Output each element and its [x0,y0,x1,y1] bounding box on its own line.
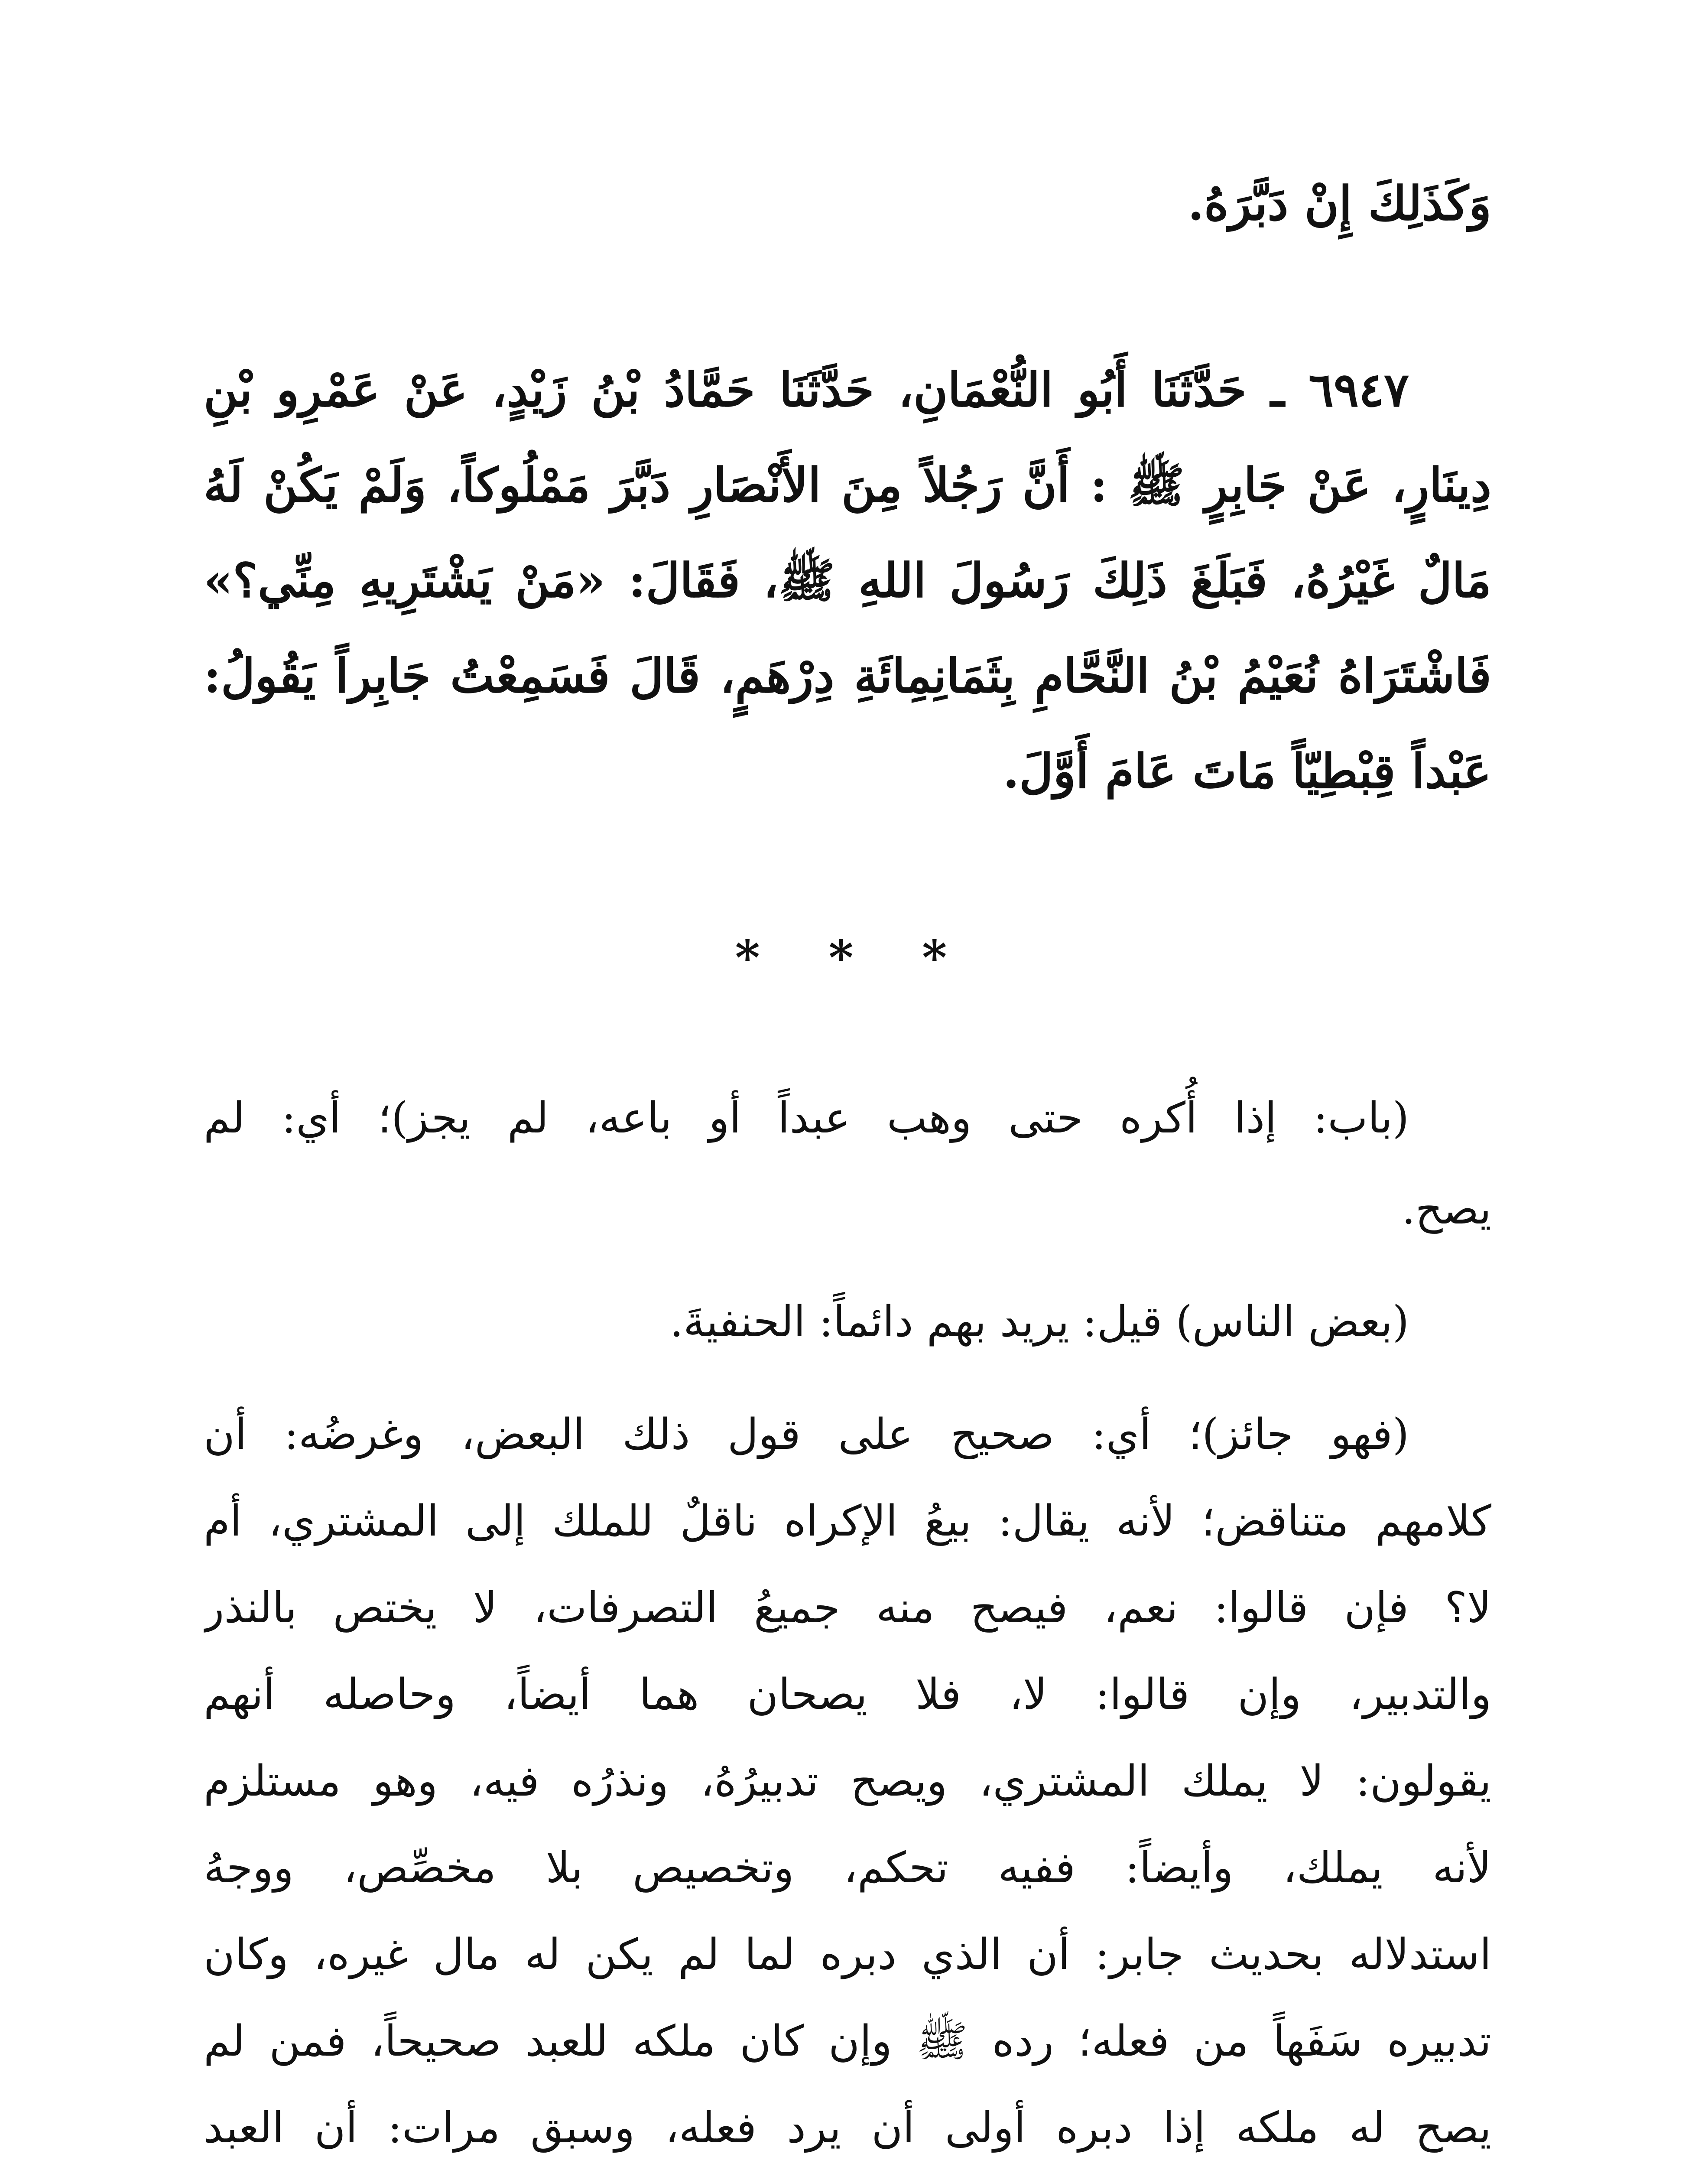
commentary-line: يصح له ملكه إذا دبره أولى أن يرد فعله، وسبق مرات: أن العبد [204,2103,1491,2153]
hadith-line: مَالٌ غَيْرُهُ، فَبَلَغَ ذَلِكَ رَسُولَ اللهِ ﷺ، فَقَالَ: «مَنْ يَشْتَرِيهِ مِنِّي؟» [204,553,1491,608]
hadith-line: فَاشْتَرَاهُ نُعَيْمُ بْنُ النَّحَّامِ بِثَمَانِمِائَةِ دِرْهَمٍ، قَالَ فَسَمِعْتُ جَابِراً يَقُولُ: [204,649,1491,703]
commentary-line: (فهو جائز)؛ أي: صحيح على قول ذلك البعض، وغرضُه: أن [204,1410,1409,1459]
commentary-line: استدلاله بحديث جابر: أن الذي دبره لما لم يكن له مال غيره، وكان [204,1930,1491,1979]
commentary-line: (باب: إذا أُكره حتى وهب عبداً أو باعه، لم يجز)؛ أي: لم [204,1093,1409,1143]
hadith-line: دِينَارٍ، عَنْ جَابِرٍ ﷺ : أَنَّ رَجُلاً مِنَ الأَنْصَارِ دَبَّرَ مَمْلُوكاً، وَلَمْ يَكُنْ لَهُ [204,458,1491,513]
commentary-line: لا؟ فإن قالوا: نعم، فيصح منه جميعُ التصرفات، لا يختص بالنذر [204,1583,1491,1633]
commentary-line: يصح. [1402,1184,1491,1234]
commentary-line: تدبيره سَفَهاً من فعله؛ رده ﷺ وإن كان ملكه للعبد صحيحاً، فمن لم [204,2017,1491,2066]
hadith-line: ٦٩٤٧ ـ حَدَّثَنَا أَبُو النُّعْمَانِ، حَدَّثَنَا حَمَّادُ بْنُ زَيْدٍ، عَنْ عَمْرِو بْنِ [204,363,1409,417]
opening-line: وَكَذَلِكَ إِنْ دَبَّرَهُ. [1188,176,1491,231]
commentary-line: كلامهم متناقض؛ لأنه يقال: بيعُ الإكراه ناقلٌ للملك إلى المشتري، أم [204,1497,1491,1546]
commentary-line: والتدبير، وإن قالوا: لا، فلا يصحان هما أيضاً، وحاصله أنهم [204,1670,1491,1719]
commentary-line: (بعض الناس) قيل: يريد بهم دائماً: الحنفيةَ. [670,1297,1409,1347]
hadith-line: عَبْداً قِبْطِيّاً مَاتَ عَامَ أَوَّلَ. [1003,744,1491,799]
commentary-line: لأنه يملك، وأيضاً: ففيه تحكم، وتخصيص بلا مخصِّص، ووجهُ [204,1843,1491,1893]
commentary-line: يقولون: لا يملك المشتري، ويصح تدبيرُهُ، ونذرُه فيه، وهو مستلزم [204,1757,1491,1806]
section-separator: * * * [735,930,973,986]
